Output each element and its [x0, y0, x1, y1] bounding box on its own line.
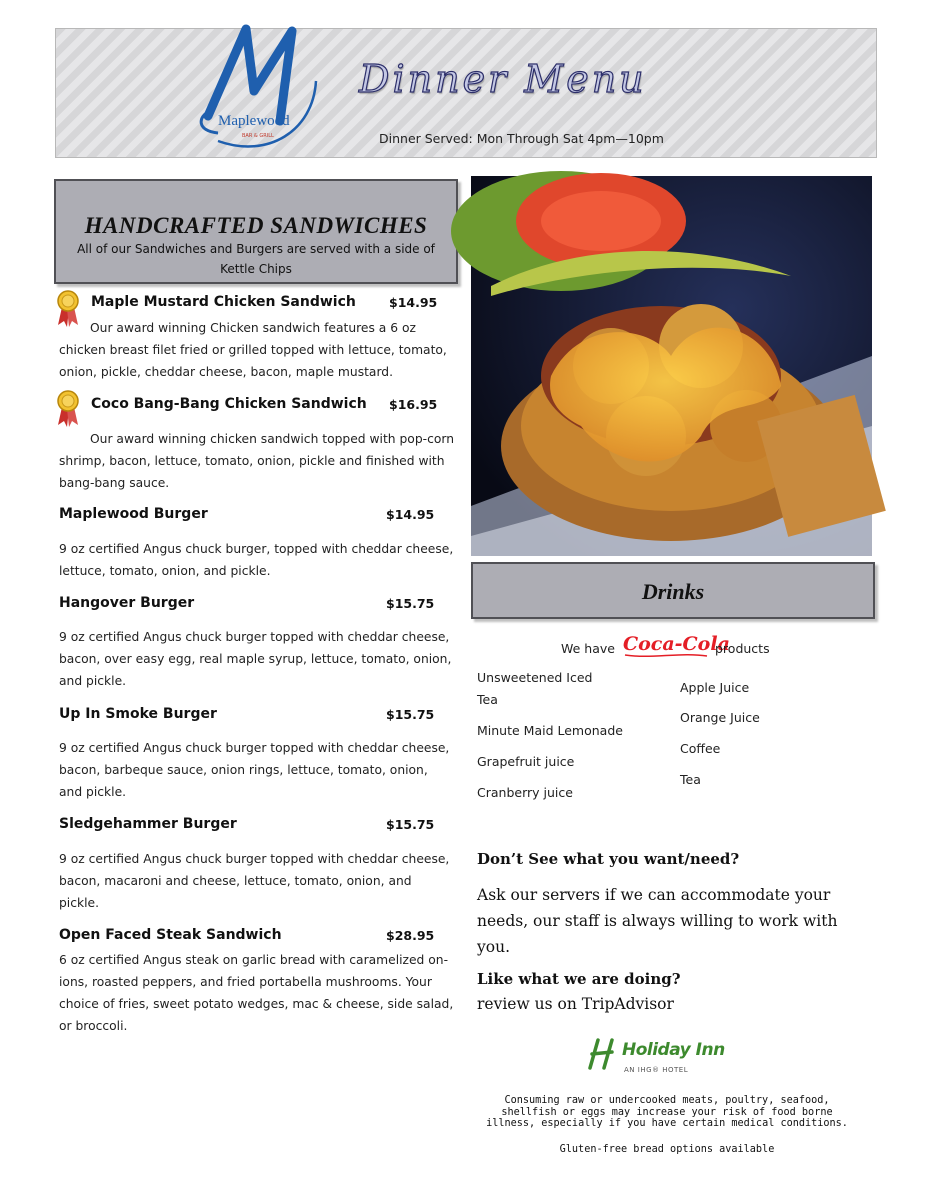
item-name: Open Faced Steak Sandwich [59, 927, 282, 943]
item-name: Maplewood Burger [59, 506, 208, 522]
drinks-section-header [471, 562, 875, 619]
drink-item: Orange Juice [680, 710, 760, 725]
award-medal-icon [54, 389, 82, 427]
item-price: $14.95 [386, 507, 435, 522]
item-description: 6 oz certified Angus steak on garlic bread with caramelized on-ions, roasted peppers, and fried portabella mushrooms. Your choice of fries, sweet potato wedges, mac & cheese, side salad, or broccoli. [59, 953, 454, 1033]
page-title: Dinner Menu [359, 57, 647, 101]
item-description: 9 oz certified Angus chuck burger topped with cheddar cheese, bacon, barbeque sauce, onion rings, lettuce, tomato, onion, and pickle. [59, 741, 450, 799]
coca-cola-logo [621, 628, 730, 660]
sandwich-photo [471, 176, 872, 556]
item-description: Our award winning chicken sandwich topped with pop-corn shrimp, bacon, lettuce, tomato, onion, pickle and finished with bang-bang sauce. [59, 432, 454, 490]
sandwiches-section-header [54, 179, 458, 284]
coca-cola-text: Coca-Cola [623, 633, 730, 655]
drinks-intro-end: products [715, 641, 770, 656]
item-name: Coco Bang-Bang Chicken Sandwich [91, 396, 367, 412]
drink-item: Coffee [680, 741, 721, 756]
item-description: Our award winning Chicken sandwich features a 6 oz chicken breast filet fried or grilled topped with lettuce, tomato, onion, pickle, cheddar cheese, bacon, maple mustard. [59, 321, 447, 379]
drink-item: Apple Juice [680, 680, 750, 695]
question-title: Don’t See what you want/need? [477, 850, 740, 868]
tripadvisor-text: review us on TripAdvisor [477, 995, 674, 1013]
like-title: Like what we are doing? [477, 970, 681, 988]
item-name: Hangover Burger [59, 595, 195, 611]
logo-tagline-text: BAR & GRILL [242, 133, 274, 139]
item-price: $15.75 [386, 817, 435, 832]
item-price: $28.95 [386, 928, 435, 943]
item-description: 9 oz certified Angus chuck burger, topped with cheddar cheese, lettuce, tomato, onion, and pickle. [59, 542, 454, 578]
holiday-inn-name: Holiday Inn [622, 1040, 725, 1060]
holiday-inn-sub: AN IHG® HOTEL [624, 1066, 689, 1074]
item-price: $14.95 [389, 295, 438, 310]
drink-item: Unsweetened Iced Tea [477, 670, 593, 707]
food-safety-warning: Consuming raw or undercooked meats, poultry, seafood, shellfish or eggs may increase your risk of food borne illness, especially if you have certain medical conditions. [486, 1095, 848, 1129]
drinks-intro: We have [561, 641, 615, 656]
item-description: 9 oz certified Angus chuck burger topped with cheddar cheese, bacon, over easy egg, real maple syrup, lettuce, tomato, onion, and pickle. [59, 630, 452, 688]
item-price: $15.75 [386, 596, 435, 611]
drink-item: Cranberry juice [477, 785, 573, 800]
maplewood-logo [188, 21, 323, 155]
question-text: Ask our servers if we can accommodate your needs, our staff is always willing to work with you. [477, 886, 838, 956]
drink-item: Grapefruit juice [477, 754, 575, 769]
gluten-free-note: Gluten-free bread options available [559, 1144, 775, 1155]
logo-name-text: Maplewood [218, 113, 290, 129]
item-price: $15.75 [386, 707, 435, 722]
drink-item: Minute Maid Lemonade [477, 723, 623, 738]
item-description: 9 oz certified Angus chuck burger topped with cheddar cheese, bacon, macaroni and cheese, lettuce, tomato, onion, and pickle. [59, 852, 450, 910]
drink-item: Tea [680, 772, 701, 787]
menu-header [55, 28, 877, 158]
item-name: Up In Smoke Burger [59, 706, 217, 722]
drinks-title: Drinks [641, 579, 705, 604]
item-name: Sledgehammer Burger [59, 816, 237, 832]
item-name: Maple Mustard Chicken Sandwich [91, 294, 356, 310]
sandwiches-subtitle: All of our Sandwiches and Burgers are served with a side of Kettle Chips [77, 242, 435, 276]
dinner-hours: Dinner Served: Mon Through Sat 4pm—10pm [379, 131, 664, 146]
sandwiches-title: HANDCRAFTED SANDWICHES [84, 213, 428, 238]
item-price: $16.95 [389, 397, 438, 412]
